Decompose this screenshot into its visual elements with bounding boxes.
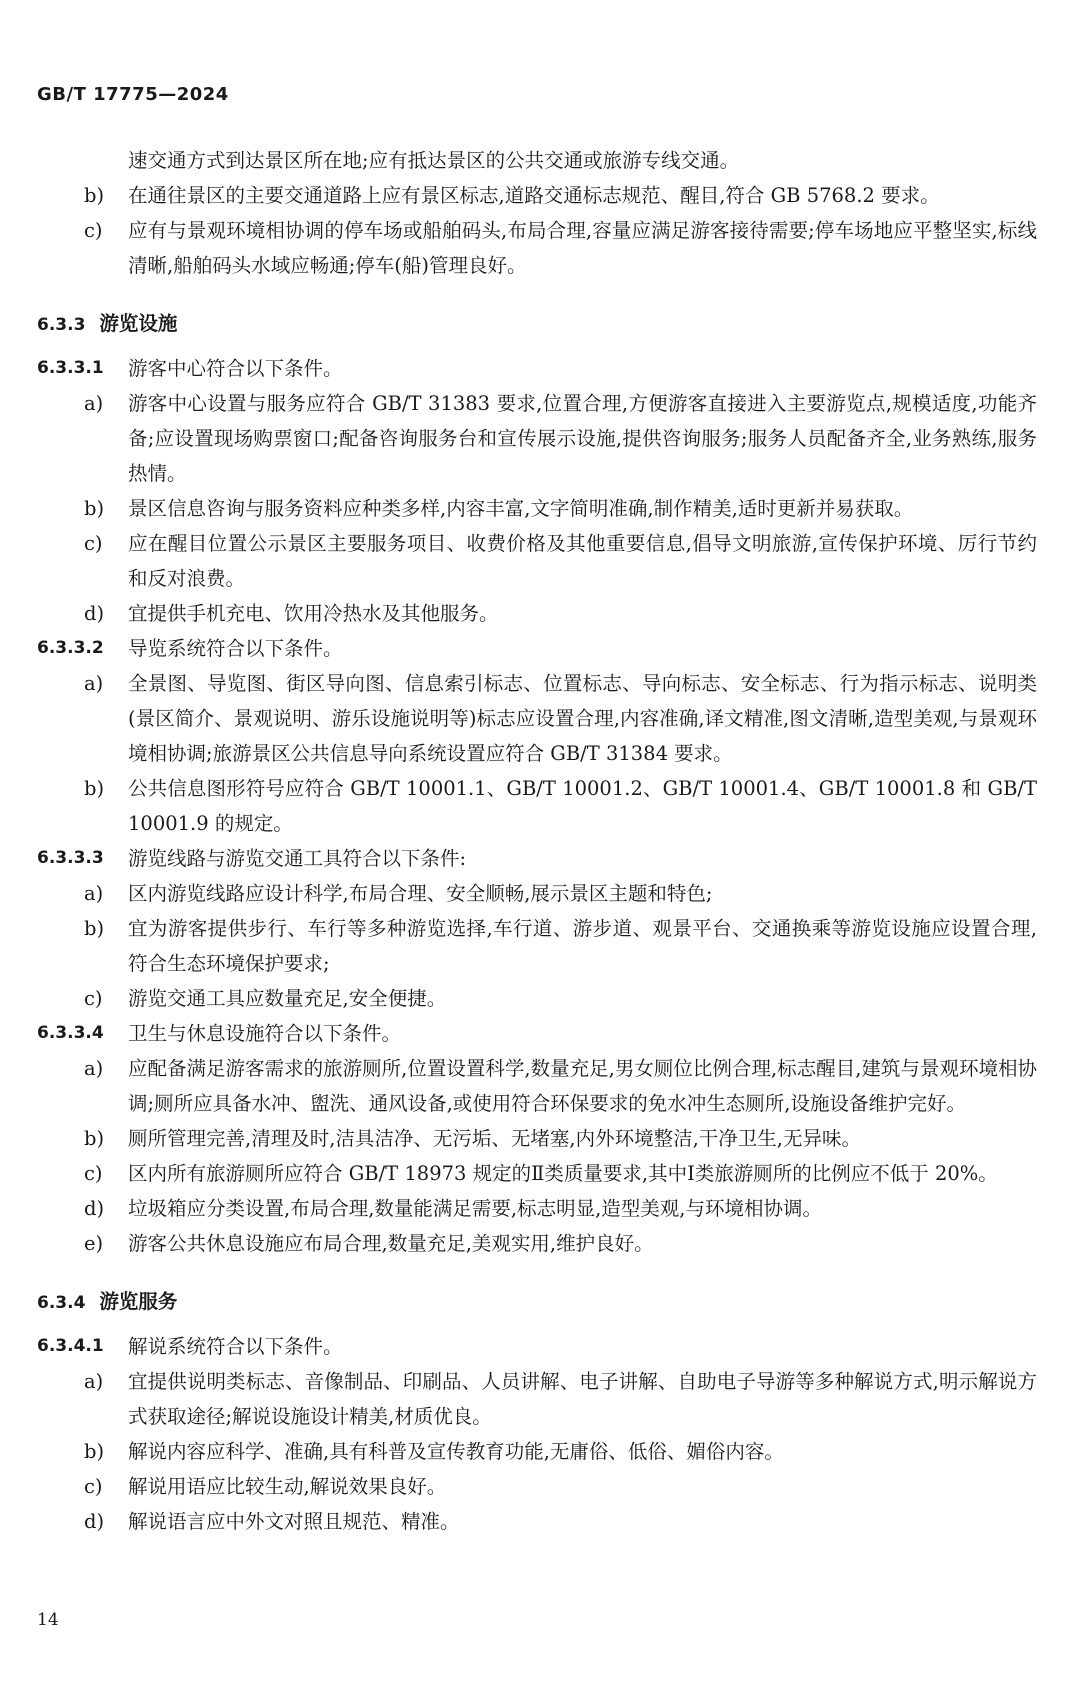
list-item-label: a)	[84, 1370, 104, 1393]
list-item-text: 宜为游客提供步行、车行等多种游览选择,车行道、游步道、观景平台、交通换乘等游览设施应设置合理,符合生态环境保护要求;	[128, 917, 1037, 975]
list-item	[37, 1121, 1037, 1156]
clause-text: 解说系统符合以下条件。	[128, 1335, 343, 1358]
list-item	[37, 876, 1037, 911]
list-item	[37, 981, 1037, 1016]
list-item	[37, 1156, 1037, 1191]
list-item-text: 解说语言应中外文对照且规范、精准。	[128, 1510, 460, 1533]
list-item	[37, 1191, 1037, 1226]
clause-heading	[37, 1329, 1037, 1364]
list-item-text: 解说用语应比较生动,解说效果良好。	[128, 1475, 447, 1498]
list-item	[37, 771, 1037, 841]
document-body	[37, 143, 1037, 1539]
list-item-text: 游客公共休息设施应布局合理,数量充足,美观实用,维护良好。	[128, 1232, 654, 1255]
list-item-label: a)	[84, 392, 104, 415]
section-title: 游览服务	[99, 1290, 178, 1313]
list-item-label: b)	[84, 777, 105, 800]
list-item-label: c)	[84, 1162, 103, 1185]
section-number: 6.3.4	[37, 1293, 86, 1313]
clause-text: 游览线路与游览交通工具符合以下条件:	[128, 847, 467, 870]
list-item	[37, 1051, 1037, 1121]
clause-number: 6.3.3.1	[37, 358, 104, 378]
list-item-label: c)	[84, 987, 103, 1010]
list-item-label: c)	[84, 219, 103, 242]
clause-number: 6.3.3.2	[37, 638, 104, 658]
list-item-label: e)	[84, 1232, 104, 1255]
list-item-text: 区内所有旅游厕所应符合 GB/T 18973 规定的Ⅱ类质量要求,其中Ⅰ类旅游厕所的比例应不低于 20%。	[128, 1162, 998, 1185]
list-item-label: c)	[84, 532, 103, 555]
list-item-text: 宜提供手机充电、饮用冷热水及其他服务。	[128, 602, 499, 625]
list-item-text: 景区信息咨询与服务资料应种类多样,内容丰富,文字简明准确,制作精美,适时更新并易获取。	[128, 497, 914, 520]
list-item-text: 在通往景区的主要交通道路上应有景区标志,道路交通标志规范、醒目,符合 GB 5768.2 要求。	[128, 184, 940, 207]
list-item-text: 应配备满足游客需求的旅游厕所,位置设置科学,数量充足,男女厕位比例合理,标志醒目,建筑与景观环境相协调;厕所应具备水冲、盥洗、通风设备,或使用符合环保要求的免水冲生态厕所,设施设备维护完好。	[128, 1057, 1037, 1115]
clause-number: 6.3.4.1	[37, 1336, 104, 1356]
list-item-text: 宜提供说明类标志、音像制品、印刷品、人员讲解、电子讲解、自助电子导游等多种解说方式,明示解说方式获取途径;解说设施设计精美,材质优良。	[128, 1370, 1037, 1428]
list-item	[37, 491, 1037, 526]
list-item-text: 解说内容应科学、准确,具有科普及宣传教育功能,无庸俗、低俗、媚俗内容。	[128, 1440, 784, 1463]
list-item-text: 垃圾箱应分类设置,布局合理,数量能满足需要,标志明显,造型美观,与环境相协调。	[128, 1197, 822, 1220]
list-item	[37, 1226, 1037, 1261]
list-item	[37, 1504, 1037, 1539]
list-item	[37, 666, 1037, 771]
list-item-text: 区内游览线路应设计科学,布局合理、安全顺畅,展示景区主题和特色;	[128, 882, 713, 905]
section-number: 6.3.3	[37, 315, 86, 335]
page-number: 14	[37, 1610, 59, 1630]
standard-code: GB/T 17775—2024	[37, 84, 229, 105]
list-item-label: a)	[84, 672, 104, 695]
clause-text: 游客中心符合以下条件。	[128, 357, 343, 380]
list-item	[37, 213, 1037, 283]
list-item-text: 公共信息图形符号应符合 GB/T 10001.1、GB/T 10001.2、GB/T 10001.4、GB/T 10001.8 和 GB/T 10001.9 的规定。	[128, 777, 1037, 835]
list-item	[37, 386, 1037, 491]
list-item	[37, 596, 1037, 631]
clause-heading	[37, 631, 1037, 666]
list-item	[37, 1434, 1037, 1469]
list-item	[37, 178, 1037, 213]
list-item-label: a)	[84, 1057, 104, 1080]
list-item-label: b)	[84, 1127, 105, 1150]
list-item	[37, 1364, 1037, 1434]
section-heading	[37, 1284, 1037, 1319]
list-item-text: 游览交通工具应数量充足,安全便捷。	[128, 987, 447, 1010]
list-item	[37, 526, 1037, 596]
list-item-label: c)	[84, 1475, 103, 1498]
list-item-label: b)	[84, 497, 105, 520]
clause-heading	[37, 351, 1037, 386]
list-item-label: d)	[84, 602, 105, 625]
clause-text: 导览系统符合以下条件。	[128, 637, 343, 660]
section-title: 游览设施	[99, 312, 178, 335]
list-item-text: 全景图、导览图、街区导向图、信息索引标志、位置标志、导向标志、安全标志、行为指示标志、说明类(景区简介、景观说明、游乐设施说明等)标志应设置合理,内容准确,译文精准,图文清晰,造型美观,与景观环境相协调;旅游景区公共信息导向系统设置应符合 GB/T 31384 要求。	[128, 672, 1037, 765]
list-item-label: b)	[84, 917, 105, 940]
clause-text: 卫生与休息设施符合以下条件。	[128, 1022, 402, 1045]
list-item	[37, 1469, 1037, 1504]
list-item-text: 厕所管理完善,清理及时,洁具洁净、无污垢、无堵塞,内外环境整洁,干净卫生,无异味。	[128, 1127, 861, 1150]
list-item-label: b)	[84, 184, 105, 207]
section-heading	[37, 306, 1037, 341]
list-item-text: 应在醒目位置公示景区主要服务项目、收费价格及其他重要信息,倡导文明旅游,宣传保护环境、厉行节约和反对浪费。	[128, 532, 1037, 590]
list-item-text: 应有与景观环境相协调的停车场或船舶码头,布局合理,容量应满足游客接待需要;停车场地应平整坚实,标线清晰,船舶码头水域应畅通;停车(船)管理良好。	[128, 219, 1037, 277]
paragraph-continuation: 速交通方式到达景区所在地;应有抵达景区的公共交通或旅游专线交通。	[128, 149, 740, 172]
list-item-text: 游客中心设置与服务应符合 GB/T 31383 要求,位置合理,方便游客直接进入主要游览点,规模适度,功能齐备;应设置现场购票窗口;配备咨询服务台和宣传展示设施,提供咨询服务;服务人员配备齐全,业务熟练,服务热情。	[128, 392, 1037, 485]
list-item-label: d)	[84, 1510, 105, 1533]
clause-heading	[37, 841, 1037, 876]
clause-number: 6.3.3.4	[37, 1023, 104, 1043]
list-item	[37, 911, 1037, 981]
list-item-label: a)	[84, 882, 104, 905]
list-item-label: d)	[84, 1197, 105, 1220]
list-item-label: b)	[84, 1440, 105, 1463]
clause-heading	[37, 1016, 1037, 1051]
clause-number: 6.3.3.3	[37, 848, 104, 868]
